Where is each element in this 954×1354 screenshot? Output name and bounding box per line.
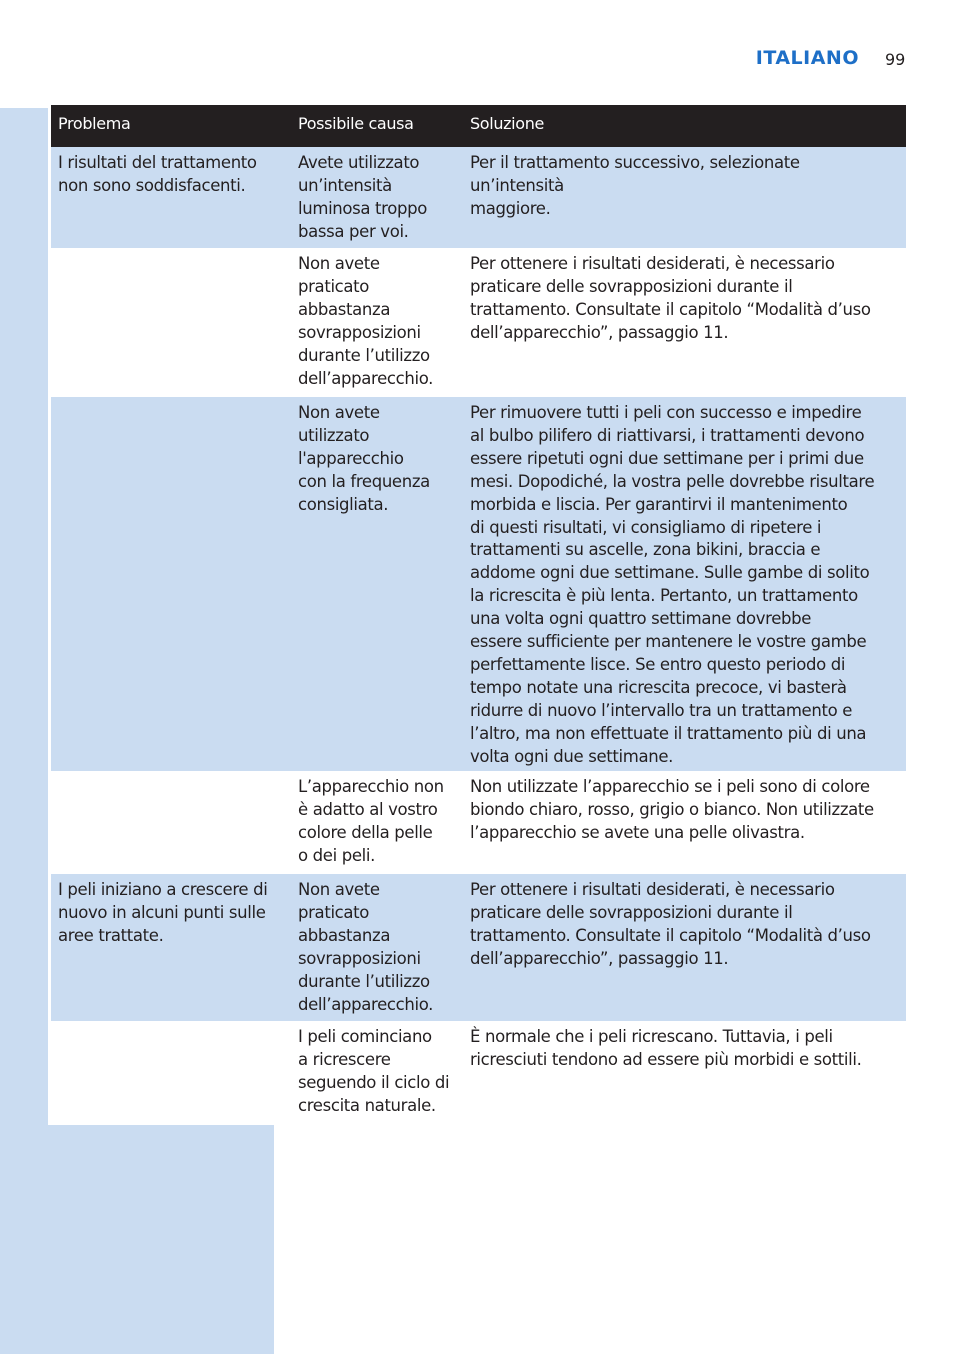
problem-cell: I risultati del trattamento non sono soddisfacenti. [58,153,257,195]
troubleshooting-table [51,105,906,1125]
problem-cell: I peli iniziano a crescere di nuovo in alcuni punti sulle aree trattate. [58,880,268,945]
bottom-color-block [0,1125,274,1354]
cause-cell: Non avete utilizzato l'apparecchio con la frequenza consigliata. [298,403,430,514]
problem-cell [51,397,291,771]
page-number: 99 [885,50,906,69]
table-row [51,147,906,248]
cause-cell: Avete utilizzato un’intensità luminosa troppo bassa per voi. [298,153,427,241]
column-header-problem: Problema [58,114,131,133]
solution-cell: Per ottenere i risultati desiderati, è necessario praticare delle sovrapposizioni durante il trattamento. Consultate il capitolo “Modalità d’uso dell’apparecchio”, passaggio 11. [470,254,871,342]
table-row [51,248,906,397]
solution-cell: È normale che i peli ricrescano. Tuttavia, i peli ricresciuti tendono ad essere più morbidi e sottili. [470,1027,862,1069]
table-row [51,874,906,1021]
table-row [51,1021,906,1125]
table-header-row [51,105,906,147]
solution-cell: Non utilizzate l’apparecchio se i peli sono di colore biondo chiaro, rosso, grigio o bianco. Non utilizzate l’apparecchio se avete una pelle olivastra. [470,777,874,842]
language-heading: ITALIANO [755,47,859,69]
problem-cell [51,248,291,397]
solution-cell: Per ottenere i risultati desiderati, è necessario praticare delle sovrapposizioni durante il trattamento. Consultate il capitolo “Modalità d’uso dell’apparecchio”, passaggio 11. [470,880,871,968]
problem-cell [51,1021,291,1125]
table-row [51,771,906,874]
solution-cell: Per il trattamento successivo, selezionate un’intensità maggiore. [470,153,800,218]
column-header-solution: Soluzione [470,114,544,133]
column-header-cause: Possibile causa [298,114,414,133]
solution-cell: Per rimuovere tutti i peli con successo e impedire al bulbo pilifero di riattivarsi, i trattamenti devono essere ripetuti ogni due settimane per i primi due mesi. Dopodiché, la vostra pelle dovrebbe risultare morbida e liscia. Per garantirvi il mantenimento di questi risultati, vi consigliamo di ripetere i trattamenti su ascelle, zona bikini, braccia e addome ogni due settimane. Sulle gambe di solito la ricrescita è più lenta. Pertanto, un trattamento una volta ogni quattro settimane dovrebbe essere sufficiente per mantenere le vostre gambe perfettamente lisce. Se entro questo periodo di tempo notate una ricrescita precoce, vi basterà ridurre di nuovo l’intervallo tra un trattamento e l’altro, ma non effettuate il trattamento più di una volta ogni due settimane. [470,403,875,766]
cause-cell: Non avete praticato abbastanza sovrapposizioni durante l’utilizzo dell’apparecchio. [298,254,434,388]
cause-cell: Non avete praticato abbastanza sovrapposizioni durante l’utilizzo dell’apparecchio. [298,880,434,1014]
cause-cell: I peli cominciano a ricrescere seguendo il ciclo di crescita naturale. [298,1027,450,1115]
problem-cell [51,771,291,874]
table-row [51,397,906,771]
cause-cell: L’apparecchio non è adatto al vostro colore della pelle o dei peli. [298,777,444,865]
